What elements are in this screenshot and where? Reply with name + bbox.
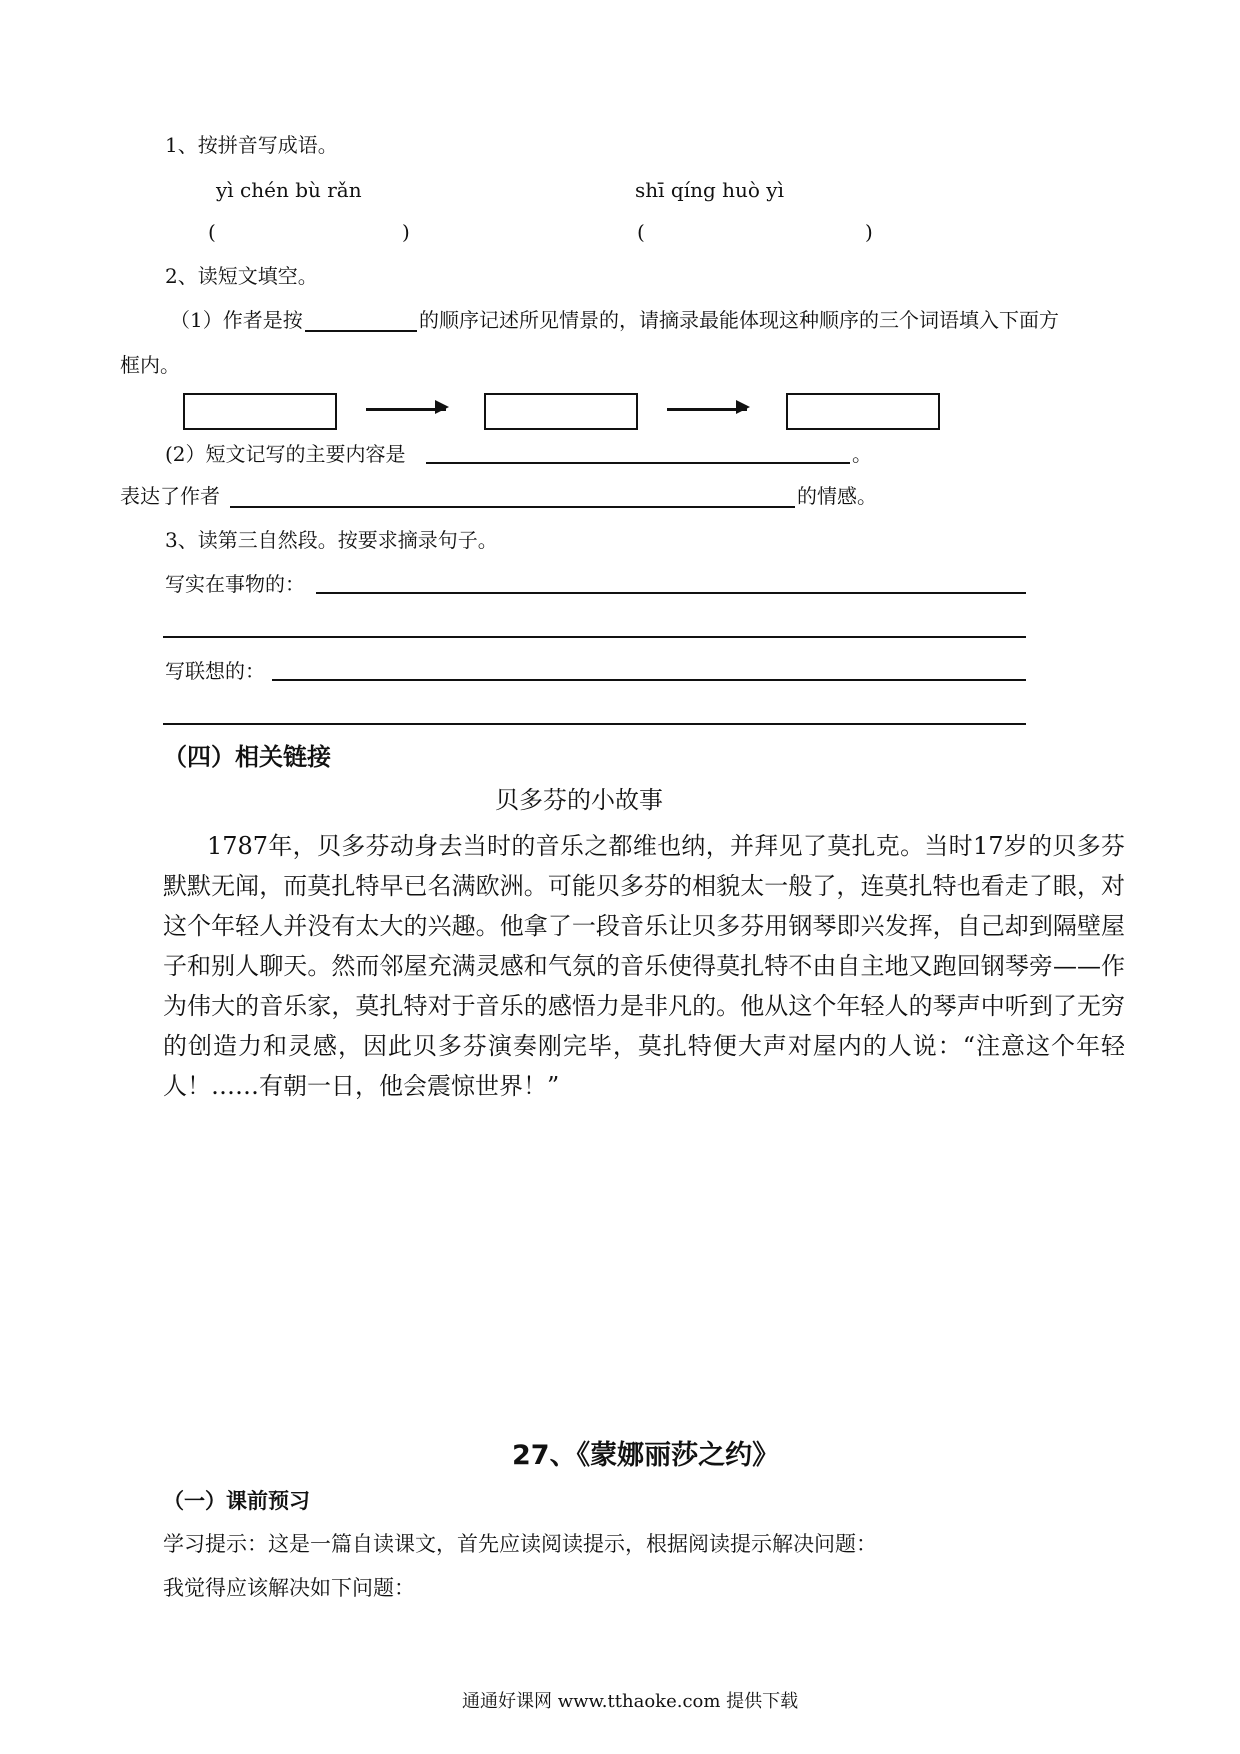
paren-close-1: ) — [402, 220, 410, 244]
label-real-things: 写实在事物的： — [165, 572, 305, 596]
answer-box-1[interactable] — [183, 393, 337, 430]
blank-imagine-1[interactable] — [272, 679, 1026, 681]
blank-main-content[interactable] — [426, 462, 850, 464]
q2-p1-start: （1）作者是按 — [170, 308, 303, 332]
paren-open-1: ( — [208, 220, 216, 244]
story-text: 1787年，贝多芬动身去当时的音乐之都维也纳，并拜见了莫扎克。当时17岁的贝多芬默默无闻，而莫扎特早已名满欧洲。可能贝多芬的相貌太一般了，连莫扎特也看走了眼，对这个年轻人并没有太大的兴趣。他拿了一段音乐让贝多芬用钢琴即兴发挥，自己却到隔壁屋子和别人聊天。然而邻屋充满灵感和气氛的音乐使得莫扎特不由自主地又跑回钢琴旁——作为伟大的音乐家，莫扎特对于音乐的感悟力是非凡的。他从这个年轻人的琴声中听到了无穷的创造力和灵感，因此贝多芬演奏刚完毕，莫扎特便大声对屋内的人说：“注意这个年轻人！……有朝一日，他会震惊世界！” — [163, 832, 1125, 1100]
pinyin-2: shī qíng huò yì — [635, 178, 784, 202]
q2-p3-end: 的情感。 — [797, 484, 877, 508]
q2-p3-start: 表达了作者 — [120, 484, 220, 508]
arrow-right-icon — [366, 408, 446, 411]
pinyin-1: yì chén bù rǎn — [216, 178, 362, 202]
q3-title: 3、读第三自然段。按要求摘录句子。 — [165, 528, 498, 552]
q2-p1-end: 框内。 — [120, 353, 180, 377]
story-paragraph — [163, 826, 1125, 1106]
q2-p2-start: (2）短文记写的主要内容是 — [165, 442, 406, 466]
answer-box-3[interactable] — [786, 393, 940, 430]
blank-real-1[interactable] — [316, 592, 1026, 594]
blank-emotion[interactable] — [230, 506, 795, 508]
story-title: 贝多芬的小故事 — [495, 786, 663, 814]
arrow-right-icon — [667, 408, 747, 411]
lesson-title: 27、《蒙娜丽莎之约》 — [512, 1440, 780, 1471]
q1-title: 1、按拼音写成语。 — [165, 133, 338, 157]
q2-title: 2、读短文填空。 — [165, 264, 318, 288]
section-heading-preview: （一）课前预习 — [163, 1489, 310, 1513]
footer-credit: 通通好课网 www.tthaoke.com 提供下载 — [462, 1691, 799, 1712]
blank-order[interactable] — [305, 330, 417, 332]
blank-imagine-2[interactable] — [163, 723, 1026, 725]
study-tip: 学习提示：这是一篇自读课文，首先应读阅读提示，根据阅读提示解决问题： — [163, 1532, 877, 1556]
paren-open-2: ( — [637, 220, 645, 244]
label-imagination: 写联想的： — [165, 659, 265, 683]
q2-p1-rest: 的顺序记述所见情景的，请摘录最能体现这种顺序的三个词语填入下面方 — [419, 308, 1059, 332]
q2-p2-end: 。 — [852, 442, 872, 466]
answer-box-2[interactable] — [484, 393, 638, 430]
blank-real-2[interactable] — [163, 636, 1026, 638]
paren-close-2: ) — [865, 220, 873, 244]
questions-prompt: 我觉得应该解决如下问题： — [163, 1576, 415, 1600]
section-heading-related-links: （四）相关链接 — [163, 743, 331, 771]
